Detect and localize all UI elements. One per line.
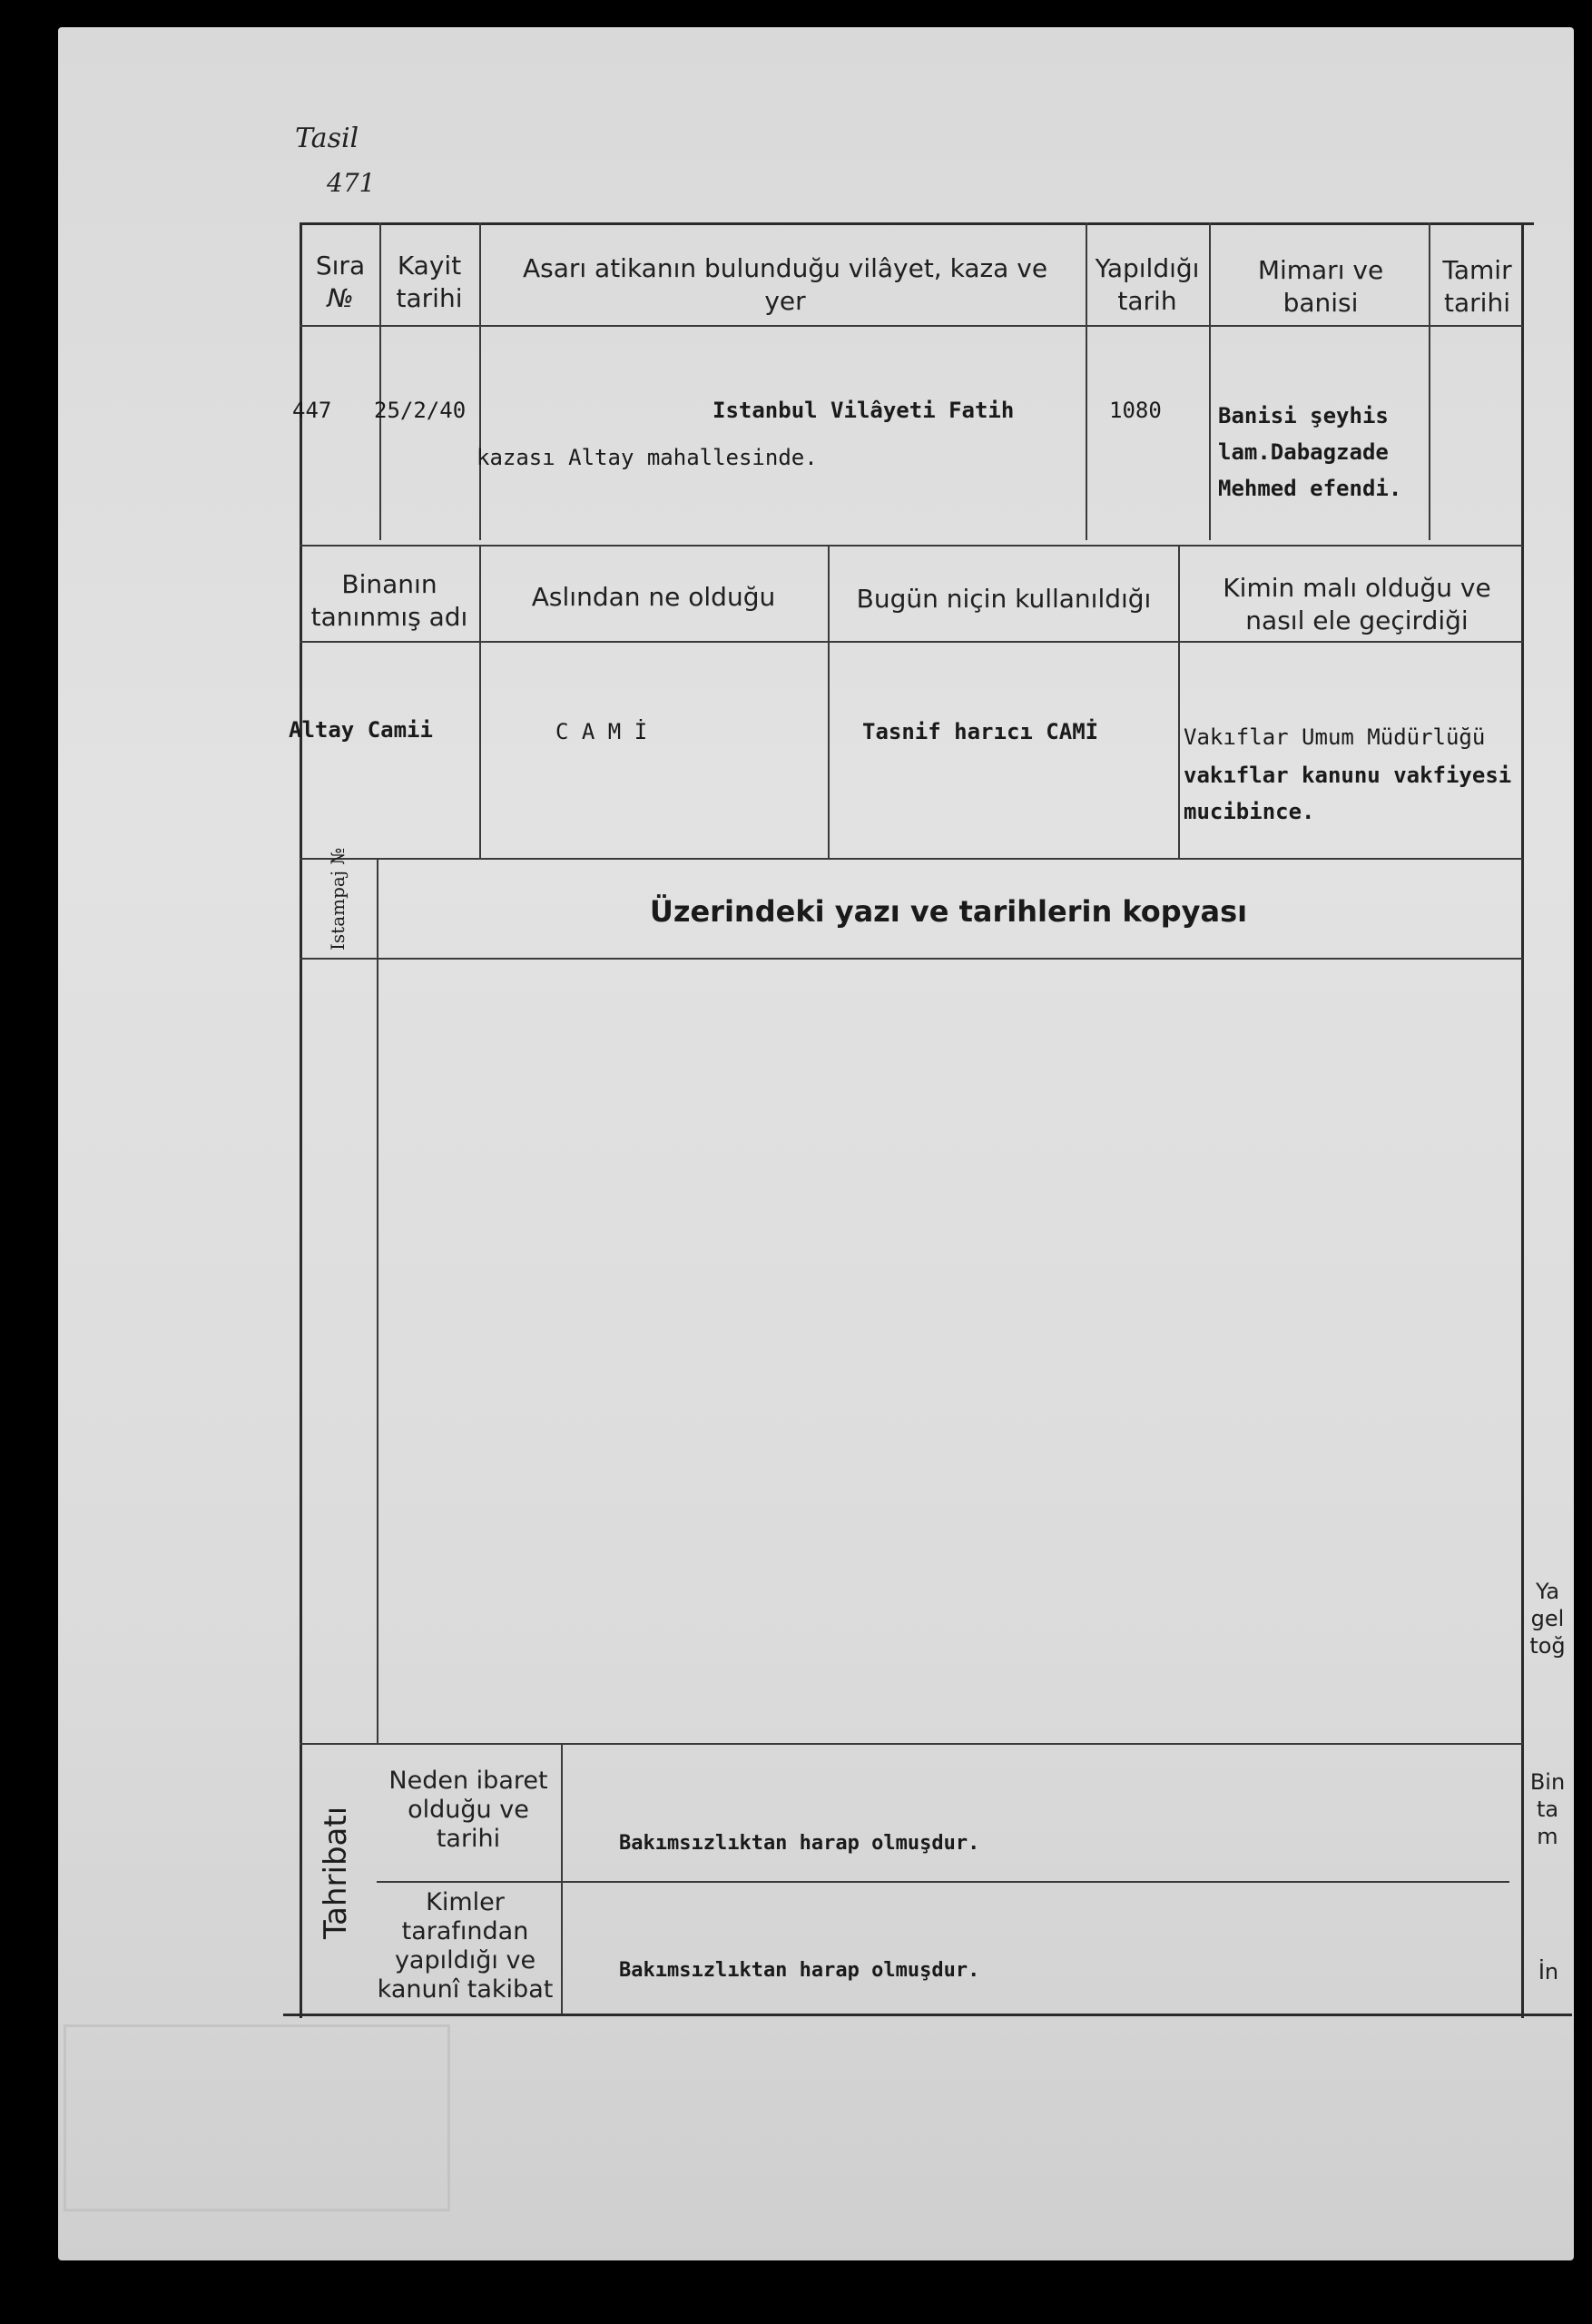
- header-kayit: Kayit tarihi: [396, 251, 463, 313]
- record-location-line2: kazası Altay mahallesinde.: [477, 445, 818, 470]
- header-tahribati: Tahribatı: [318, 1806, 354, 1939]
- header-sira: Sıra №: [315, 251, 366, 313]
- header-asar: Asarı atikanın bulunduğu vilâyet, kaza ve yer: [522, 253, 1048, 316]
- header-aslindan: Aslından ne olduğu: [531, 582, 776, 612]
- record-kimler: Bakımsızlıktan harap olmuşdur.: [619, 1959, 980, 1982]
- header-binanin: Binanın tanınmış adı: [310, 569, 468, 632]
- record-yapildigi: 1080: [1109, 398, 1162, 423]
- record-mimari-line2: lam.Dabagzade: [1218, 439, 1389, 465]
- header-neden: Neden ibaret olduğu ve tarihi: [388, 1767, 548, 1853]
- record-aslindan: C A M İ: [555, 719, 648, 744]
- record-sira: 447: [292, 398, 332, 423]
- table-left-border: [300, 222, 302, 2018]
- record-location-line1: Istanbul Vilâyeti Fatih: [712, 398, 1015, 423]
- record-bugun: Tasnif harıcı CAMİ: [862, 719, 1099, 744]
- right-fragment-3: İn: [1538, 1959, 1559, 1984]
- header-bugun: Bugün niçin kullanıldığı: [856, 584, 1152, 614]
- record-kimin-line3: mucibince.: [1184, 799, 1315, 824]
- header-istampaj: Istampaj №: [327, 847, 349, 950]
- table-bottom-border: [283, 2014, 1572, 2016]
- handwritten-name: Tasil: [295, 123, 359, 154]
- record-kayit: 25/2/40: [374, 398, 467, 423]
- handwritten-number: 471: [327, 168, 376, 198]
- header-mimari: Mimarı ve banisi: [1257, 255, 1384, 318]
- header-kimin: Kimin malı olduğu ve nasıl ele geçirdiği: [1223, 573, 1491, 635]
- record-kimin-line2: vakıflar kanunu vakfiyesi: [1184, 763, 1512, 788]
- table-top-border: [300, 222, 1534, 225]
- table-right-border: [1521, 222, 1524, 2018]
- record-mimari-line3: Mehmed efendi.: [1218, 476, 1402, 501]
- record-bina-adi: Altay Camii: [289, 717, 433, 743]
- record-neden: Bakımsızlıktan harap olmuşdur.: [619, 1832, 980, 1855]
- header-yapildigi: Yapıldığı tarih: [1095, 253, 1200, 316]
- header-uzerindeki: Üzerindeki yazı ve tarihlerin kopyası: [649, 894, 1248, 929]
- record-mimari-line1: Banisi şeyhis: [1218, 403, 1389, 428]
- right-fragment-1: Ya gel toğ: [1529, 1579, 1566, 1659]
- right-fragment-2: Bin ta m: [1529, 1769, 1566, 1849]
- faded-stamp: [64, 2024, 450, 2211]
- record-kimin-line1: Vakıflar Umum Müdürlüğü: [1184, 724, 1486, 750]
- header-kimler: Kimler tarafından yapıldığı ve kanunî takibat: [377, 1888, 554, 2004]
- header-tamir: Tamir tarihi: [1442, 255, 1512, 318]
- document-page: [58, 27, 1574, 2260]
